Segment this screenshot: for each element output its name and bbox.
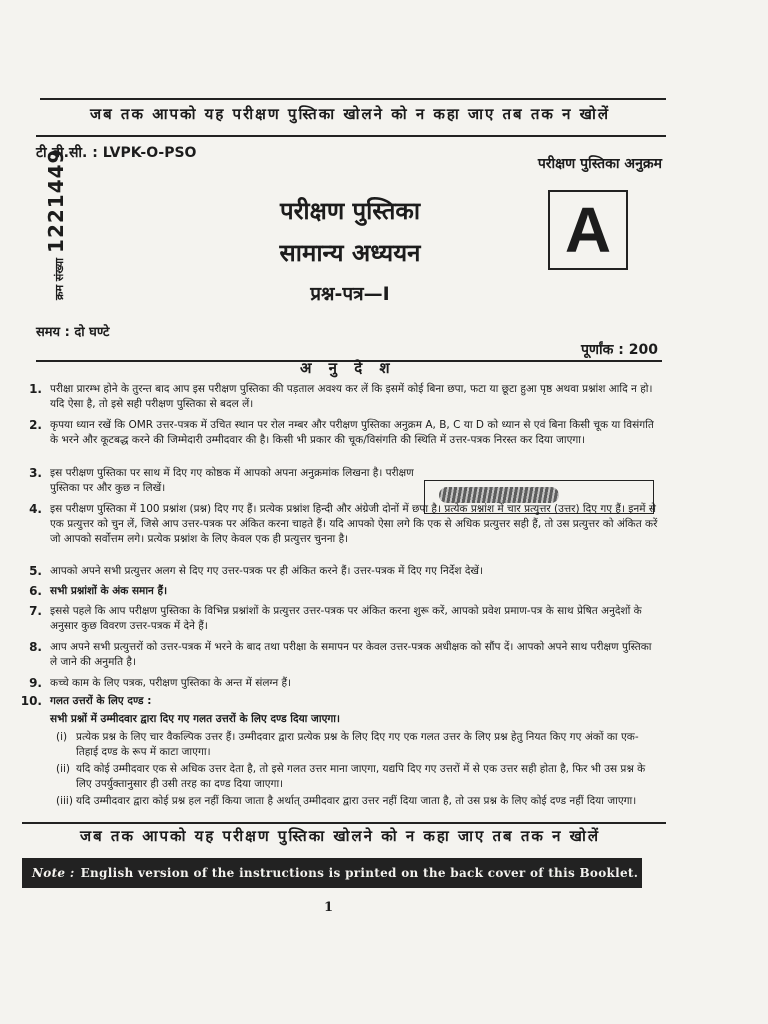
note-label: Note : [32,866,75,880]
subject-title: सामान्य अध्ययन [279,239,421,267]
instruction-item: 9. कच्चे काम के लिए पत्रक, परीक्षण पुस्तिका के अन्त में संलग्न हैं। [29,676,292,690]
instruction-item: 2. कृपया ध्यान रखें कि OMR उत्तर-पत्रक में उचित स्थान पर रोल नम्बर और परीक्षण पुस्तिका अनुक्रम A, B, C या D को ध्यान से एवं बिना किसी चूक या विसंगति के भरने और कूटबद्ध करने की जिम्मेदारी उम्मीदवार की है। किसी भी प्रकार की चूक/विसंगति की स्थिति में उत्तर-पत्रक निरस्त कर दिया जाएगा। [29,418,654,446]
instruction-item: 8. आप अपने सभी प्रत्युत्तरों को उत्तर-पत्रक में भरने के बाद तथा परीक्षा के समापन पर केवल उत्तर-पत्रक अधीक्षक को सौंप दें। आपको अपने साथ परीक्षण पुस्तिका ले जाने की अनुमति है। [29,640,652,668]
time-allowed: समय : दो घण्टे [36,325,110,340]
penalty-intro: सभी प्रश्नों में उम्मीदवार द्वारा दिए गए गलत उत्तरों के लिए दण्ड दिया जाएगा। [50,713,340,725]
paper-title: प्रश्न-पत्र—I [310,283,390,305]
instructions-heading: अ नु दे श [300,359,396,377]
note-banner [22,858,642,888]
page-number: 1 [324,900,334,915]
penalty-point: (ii) यदि कोई उम्मीदवार एक से अधिक उत्तर देता है, तो इसे गलत उत्तर माना जाएगा, यद्यपि दिए गए उत्तरों में से एक उत्तर सही होता है, फिर भी उस प्रश्न के लिए उपर्युक्तानुसार ही उसी तरह का दण्ड दिया जाएगा। [56,763,646,790]
booklet-sequence-label: परीक्षण पुस्तिका अनुक्रम [537,156,662,172]
penalty-point: (iii) यदि उम्मीदवार द्वारा कोई प्रश्न हल नहीं किया जाता है अर्थात् उम्मीदवार द्वारा उत्तर नहीं दिया जाता है, तो उस प्रश्न के लिए कोई दण्ड नहीं दिया जाएगा। [56,795,637,807]
tbc-code: टी.बी.सी. : LVPK-O-PSO [36,145,197,161]
instruction-item: 7. इससे पहले कि आप परीक्षण पुस्तिका के विभिन्न प्रश्नांशों के प्रत्युत्तर उत्तर-पत्रक पर अंकित करना शुरू करें, आपको प्रवेश प्रमाण-पत्र के साथ प्रेषित अनुदेशों के अनुसार कुछ विवरण उत्तर-पत्रक में देने हैं। [29,604,642,632]
instruction-item: 1. परीक्षा प्रारम्भ होने के तुरन्त बाद आप इस परीक्षण पुस्तिका की पड़ताल अवश्य कर लें कि इसमें कोई बिना छपा, फटा या छूटा हुआ पृष्ठ अथवा प्रश्नांश आदि न हो। यदि ऐसा है, तो इसे सही परीक्षण पुस्तिका से बदल लें। [29,382,653,410]
instruction-item: 5. आपको अपने सभी प्रत्युत्तर अलग से दिए गए उत्तर-पत्रक पर ही अंकित करने हैं। उत्तर-पत्रक में दिए गए निर्देश देखें। [29,564,483,578]
maximum-marks: पूर्णांक : 200 [580,342,658,358]
top-warning-rule [36,135,666,137]
series-letter-box [548,190,628,270]
series-letter: A [564,194,612,266]
bottom-warning-rule [22,822,666,824]
penalty-point: (i) प्रत्येक प्रश्न के लिए चार वैकल्पिक उत्तर हैं। उम्मीदवार द्वारा प्रत्येक प्रश्न के लिए दिए गए एक गलत उत्तर के लिए प्रश्न हेतु नियत किए गए अंकों का एक-तिहाई दण्ड के रूप में काटा जाएगा। [56,731,639,758]
serial-number: 1221449 [44,148,68,253]
top-rule [40,98,666,100]
serial-label: क्रम संख्या [53,258,66,300]
instruction-item: 10. गलत उत्तरों के लिए दण्ड : [20,694,152,708]
instruction-item: 4. इस परीक्षण पुस्तिका में 100 प्रश्नांश (प्रश्न) दिए गए हैं। प्रत्येक प्रश्नांश हिन्दी और अंग्रेजी दोनों में छपा है। प्रत्येक प्रश्नांश में चार प्रत्युत्तर (उत्तर) दिए गए हैं। इनमें से एक प्रत्युत्तर को चुन लें, जिसे आप उत्तर-पत्रक पर अंकित करना चाहते हैं। यदि आपको ऐसा लगे कि एक से अधिक प्रत्युत्तर सही हैं, तो उस प्रत्युत्तर को अंकित करें जो आपको सर्वोत्तम लगे। प्रत्येक प्रश्नांश के लिए केवल एक ही प्रत्युत्तर चुनना है। [29,502,658,545]
serial-number-block [34,148,80,300]
instruction-item: 6. सभी प्रश्नांशों के अंक समान हैं। [29,584,168,598]
redacted-roll-number [439,487,559,503]
instruction-item: 3. इस परीक्षण पुस्तिका पर साथ में दिए गए कोष्ठक में आपको अपना अनुक्रमांक लिखना है। परीक्षण पुस्तिका पर और कुछ न लिखें। [29,466,414,494]
top-warning: जब तक आपको यह परीक्षण पुस्तिका खोलने को न कहा जाए तब तक न खोलें [89,105,611,123]
note-text: English version of the instructions is printed on the back cover of this Booklet. [80,866,639,880]
bottom-warning: जब तक आपको यह परीक्षण पुस्तिका खोलने को न कहा जाए तब तक न खोलें [79,827,601,845]
booklet-title: परीक्षण पुस्तिका [279,197,421,225]
